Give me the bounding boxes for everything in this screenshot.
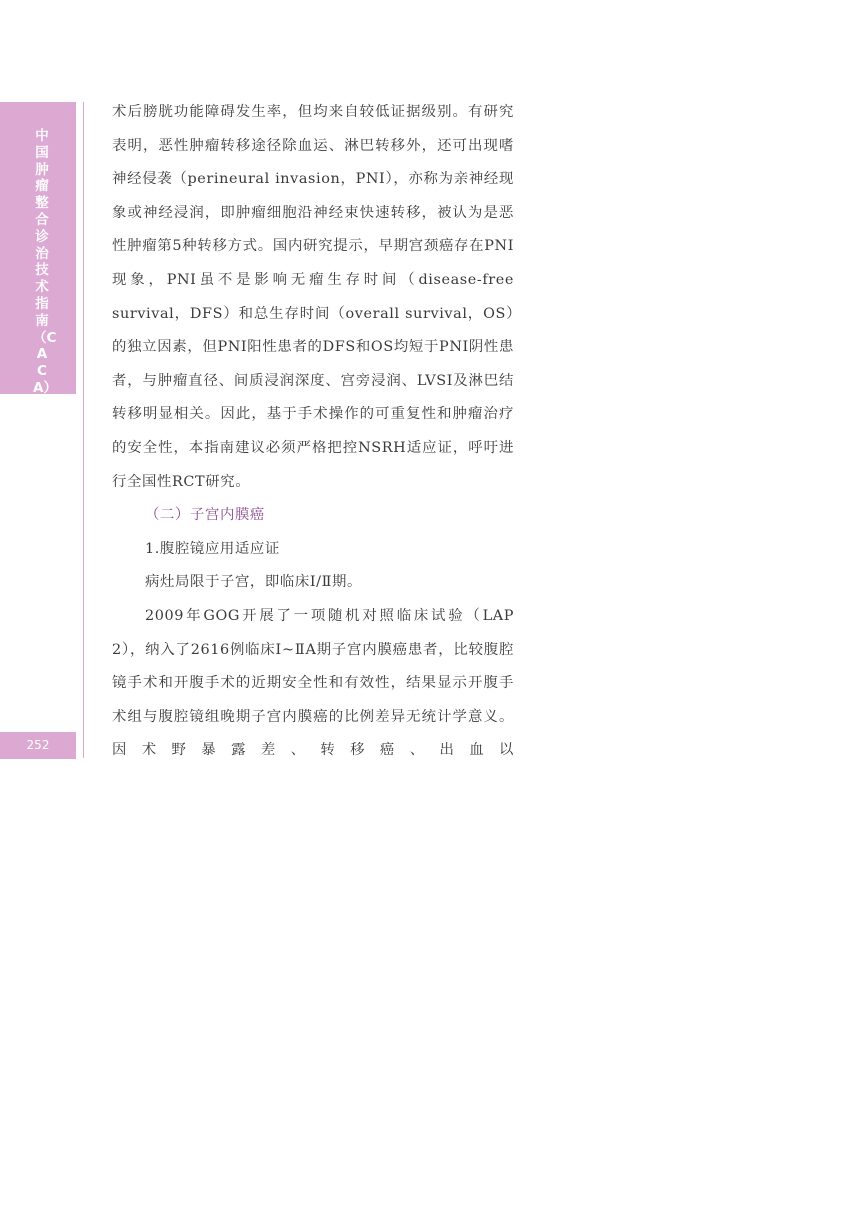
section-heading: （二）子宫内膜癌: [145, 507, 265, 524]
main-text: [112, 96, 514, 768]
margin-divider: [83, 102, 84, 758]
paragraph: 2009年GOG开展了一项随机对照临床试验（LAP 2），纳入了2616例临床Ⅰ~ⅡA期子宫内膜癌患者，比较腹腔镜手术和开腹手术的近期安全性和有效性，结果显示开腹手术组与腹腔镜组晚期子宫内膜癌的比例差异无统计学意义。因术野暴露差、转移癌、出血以: [112, 607, 514, 759]
subheading: 1.腹腔镜应用适应证: [145, 540, 280, 557]
page-number: 252: [0, 732, 76, 759]
book-title: 中国肿瘤整合诊治技术指南（CACA）: [33, 128, 57, 396]
paragraph: 病灶局限于子宫，即临床Ⅰ/Ⅱ期。: [145, 574, 362, 591]
paragraph: 术后膀胱功能障碍发生率，但均来自较低证据级别。有研究表明，恶性肿瘤转移途径除血运、淋巴转移外，还可出现嗜神经侵袭（perineural invasion，PNI），亦称为亲神经现象或神经浸润，即肿瘤细胞沿神经束快速转移，被认为是恶性肿瘤第5种转移方式。国内研究提示，早期宫颈癌存在PNI现象，PNI虽不是影响无瘤生存时间（disease-free survival，DFS）和总生存时间（overall survival，OS）的独立因素，但PNI阳性患者的DFS和OS均短于PNI阴性患者，与肿瘤直径、间质浸润深度、宫旁浸润、LVSI及淋巴结转移明显相关。因此，基于手术操作的可重复性和肿瘤治疗的安全性，本指南建议必须严格把控NSRH适应证，呼吁进行全国性RCT研究。: [112, 104, 514, 490]
